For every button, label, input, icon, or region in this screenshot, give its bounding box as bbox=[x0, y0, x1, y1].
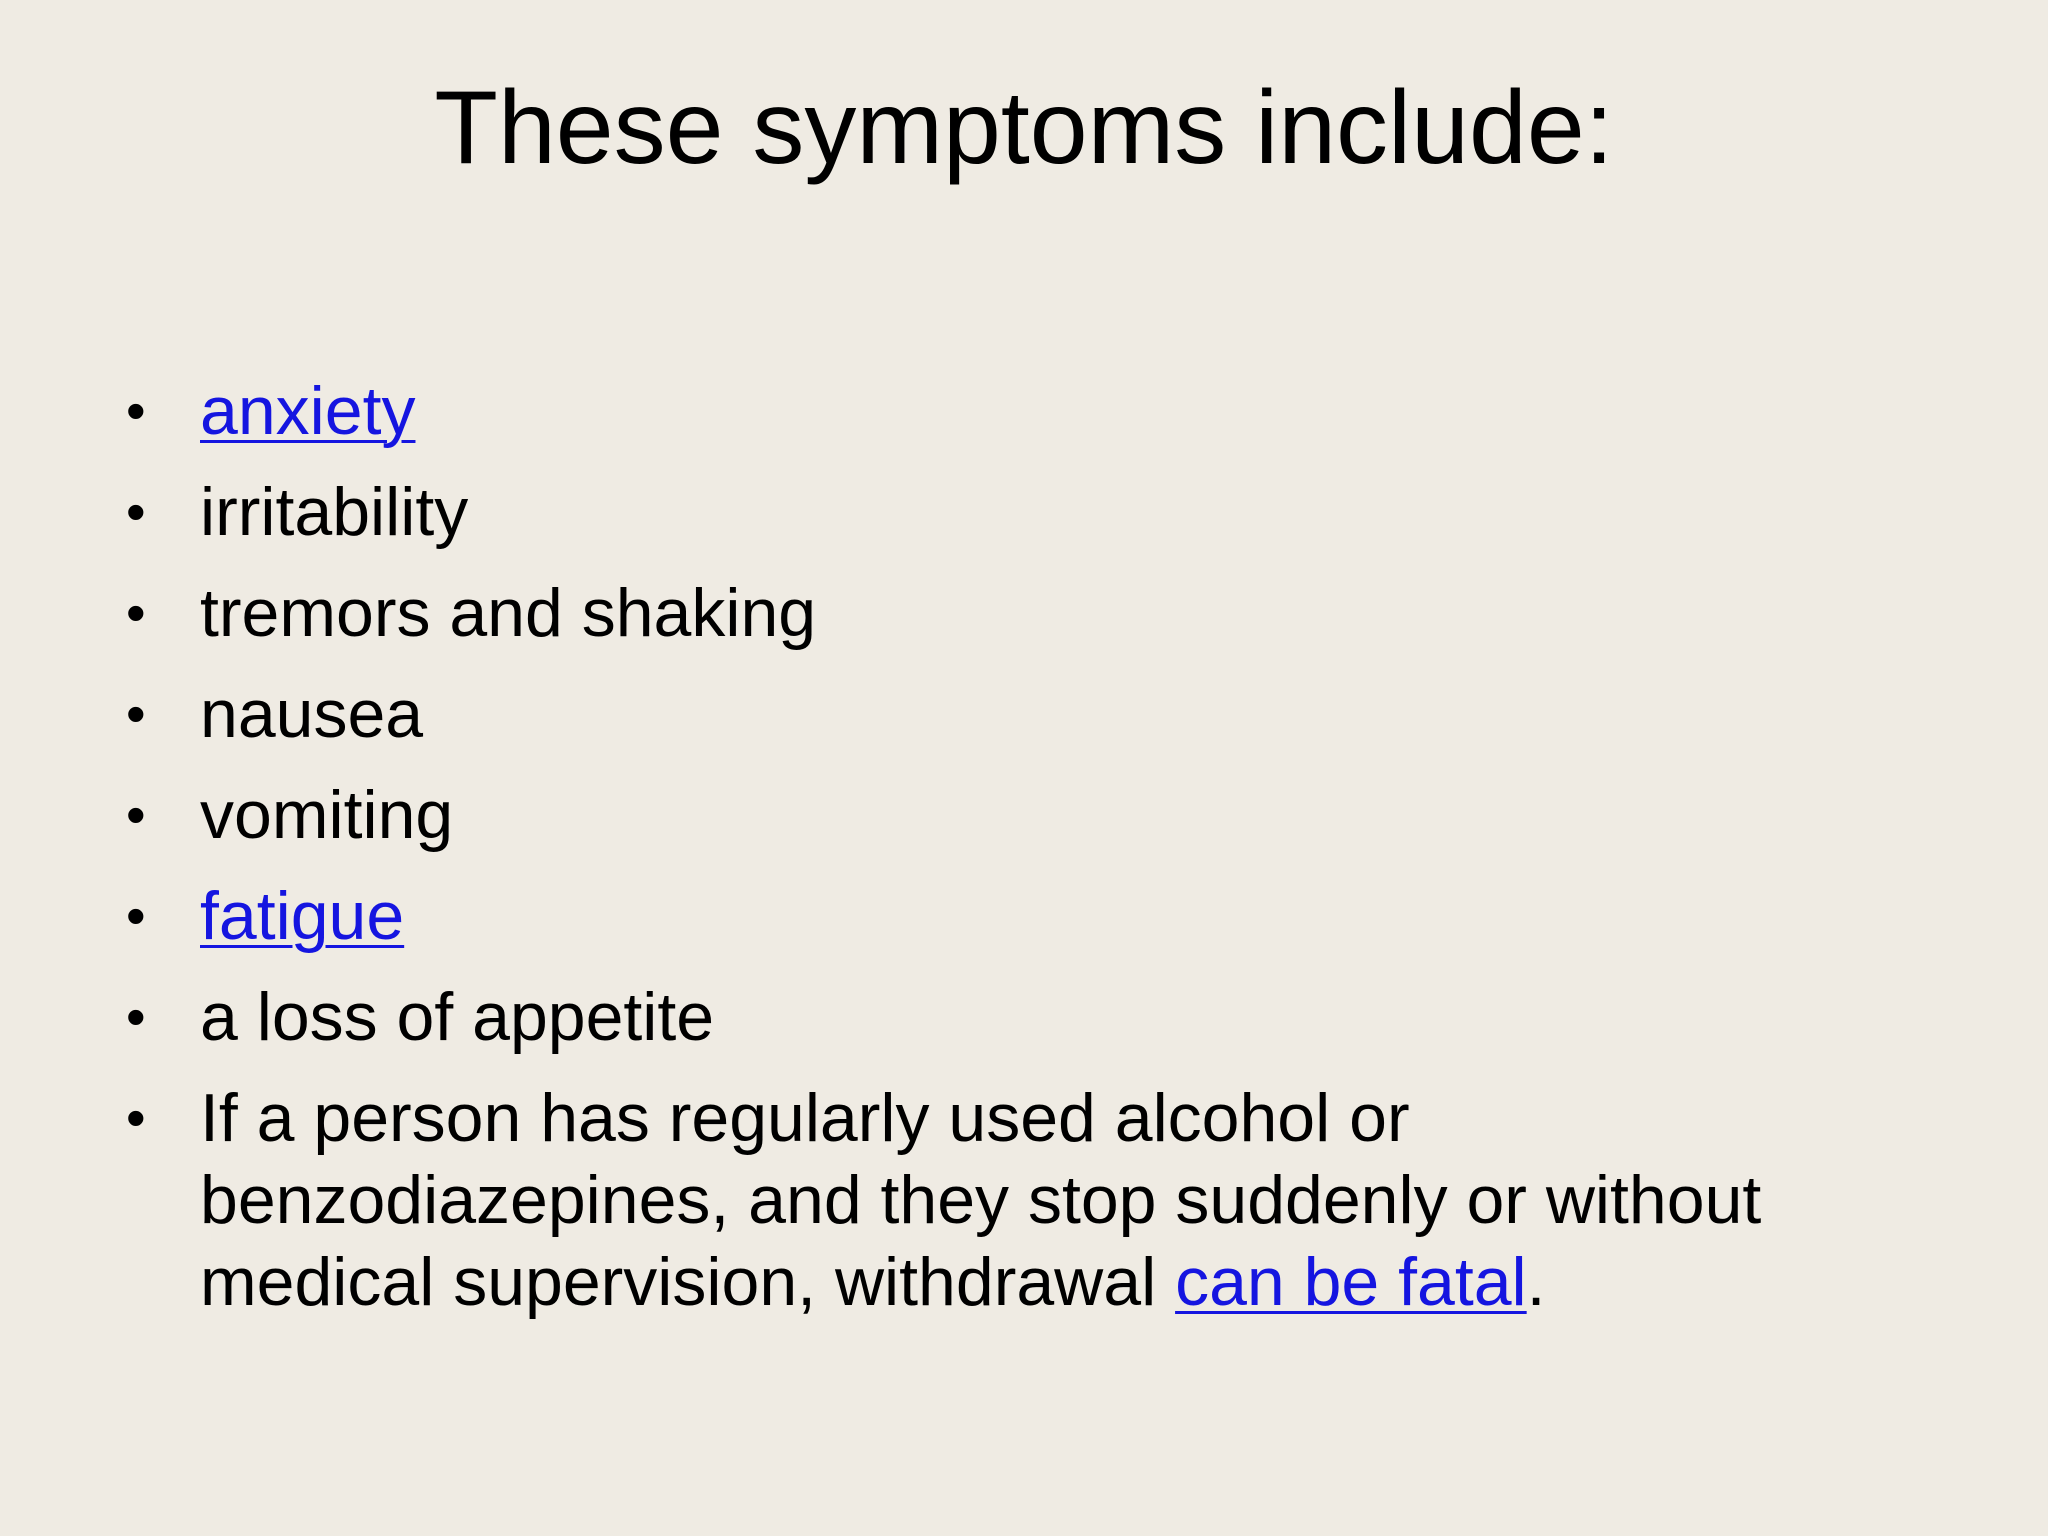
list-item bbox=[118, 370, 1938, 452]
bullet-text: nausea bbox=[200, 676, 424, 752]
bullet-icon: • bbox=[126, 480, 146, 543]
bullet-icon: • bbox=[126, 884, 146, 947]
list-item bbox=[118, 774, 1938, 856]
list-item-withdrawal-warning bbox=[118, 1077, 1938, 1323]
warning-period: . bbox=[1526, 1244, 1546, 1320]
bullet-text: tremors and shaking bbox=[200, 575, 817, 651]
bullet-icon: • bbox=[126, 1086, 146, 1149]
warning-paragraph bbox=[200, 1077, 1900, 1323]
list-item bbox=[118, 673, 1938, 755]
list-item bbox=[118, 572, 1938, 654]
fatigue-link[interactable]: fatigue bbox=[200, 878, 405, 954]
bullet-icon: • bbox=[126, 783, 146, 846]
warning-text: If a person has regularly used alcohol or benzodiazepines, and they stop suddenly or without medical supervision, withdrawal bbox=[200, 1080, 1762, 1320]
bullet-text: a loss of appetite bbox=[200, 979, 715, 1055]
bullet-list bbox=[118, 370, 1938, 1342]
list-item bbox=[118, 976, 1938, 1058]
list-item bbox=[118, 875, 1938, 957]
can-be-fatal-link[interactable]: can be fatal bbox=[1175, 1244, 1527, 1320]
bullet-icon: • bbox=[126, 379, 146, 442]
bullet-text: vomiting bbox=[200, 777, 454, 853]
anxiety-link[interactable]: anxiety bbox=[200, 373, 416, 449]
bullet-icon: • bbox=[126, 985, 146, 1048]
bullet-text: irritability bbox=[200, 474, 469, 550]
list-item bbox=[118, 471, 1938, 553]
bullet-icon: • bbox=[126, 581, 146, 644]
slide-title: These symptoms include: bbox=[434, 70, 1614, 186]
bullet-icon: • bbox=[126, 682, 146, 745]
